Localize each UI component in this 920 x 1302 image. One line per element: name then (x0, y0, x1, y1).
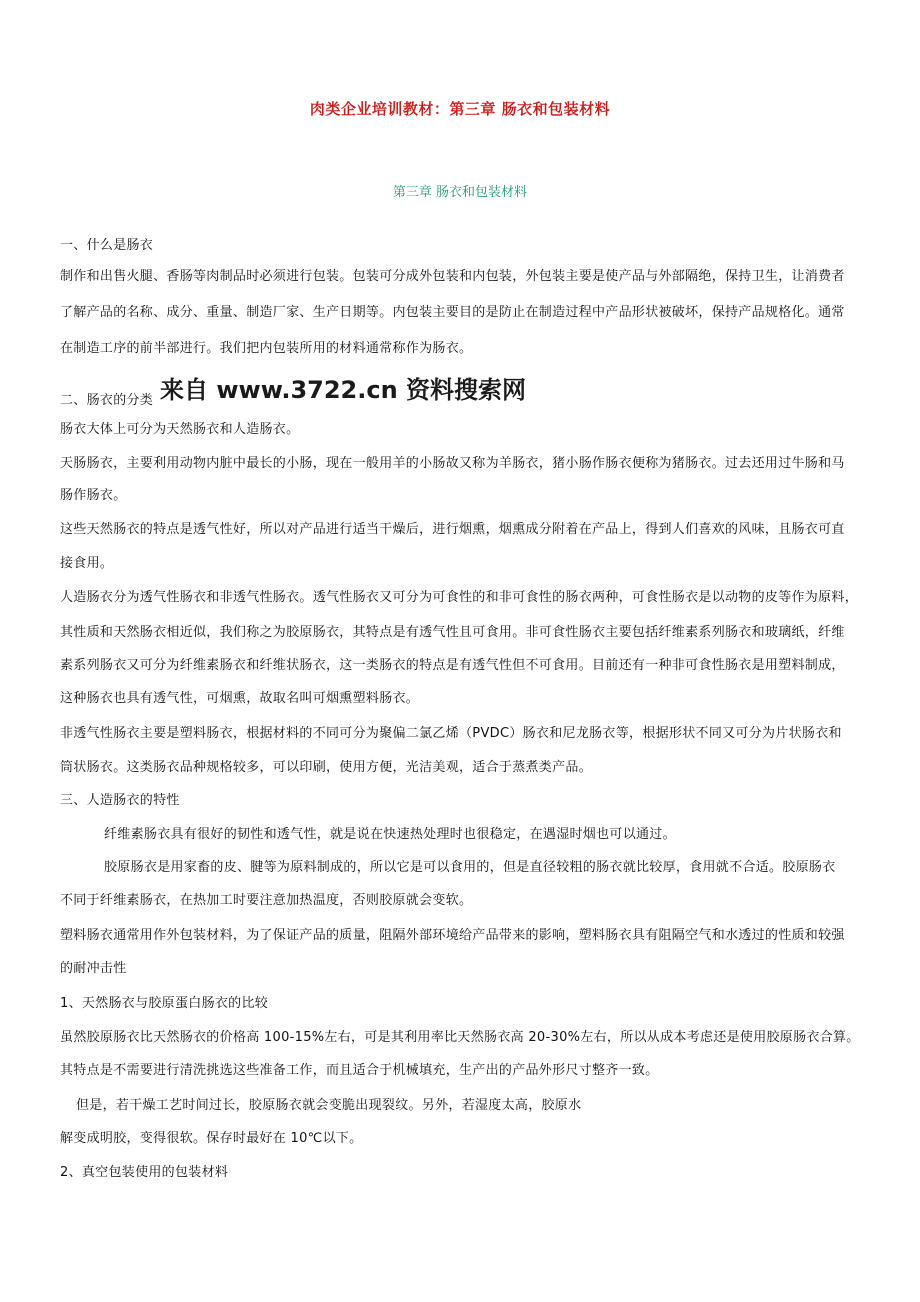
watermark-logo: 来自 www.3722.cn 资料搜索网 (160, 376, 527, 404)
paragraph-line: 了解产品的名称、成分、重量、制造厂家、生产日期等。内包装主要目的是防止在制造过程中产品形状被破坏，保持产品规格化。通常 (60, 305, 845, 320)
paragraph-line: 筒状肠衣。这类肠衣品种规格较多，可以印刷，使用方便，光洁美观，适合于蒸煮类产品。 (60, 760, 593, 775)
paragraph-line: 在制造工序的前半部进行。我们把内包装所用的材料通常称作为肠衣。 (60, 341, 473, 356)
section-heading-3: 三、人造肠衣的特性 (60, 793, 180, 808)
paragraph-line: 不同于纤维素肠衣，在热加工时要注意加热温度，否则胶原就会变软。 (60, 893, 473, 908)
paragraph-line: 胶原肠衣是用家畜的皮、腱等为原料制成的，所以它是可以食用的，但是直径较粗的肠衣就比较厚，食用就不合适。胶原肠衣 (104, 860, 836, 875)
paragraph-line: 的耐冲击性 (60, 961, 127, 976)
paragraph-line: 纤维素肠衣具有很好的韧性和透气性，就是说在快速热处理时也很稳定，在遇湿时烟也可以通过。 (104, 827, 676, 842)
paragraph-line: 塑料肠衣通常用作外包装材料，为了保证产品的质量，阻隔外部环境给产品带来的影响，塑料肠衣具有阻隔空气和水透过的性质和较强 (60, 928, 845, 943)
paragraph-line: 其特点是不需要进行清洗挑选这些准备工作，而且适合于机械填充，生产出的产品外形尺寸整齐一致。 (60, 1063, 659, 1078)
section-heading-2: 二、肠衣的分类 (60, 393, 154, 408)
paragraph-line: 人造肠衣分为透气性肠衣和非透气性肠衣。透气性肠衣又可分为可食性的和非可食性的肠衣两种，可食性肠衣是以动物的皮等作为原料， (60, 590, 859, 605)
paragraph-line: 肠作肠衣。 (60, 488, 127, 503)
paragraph-line: 但是，若干燥工艺时间过长，胶原肠衣就会变脆出现裂纹。另外，若湿度太高，胶原水 (76, 1098, 582, 1113)
paragraph-line: 天肠肠衣，主要利用动物内脏中最长的小肠，现在一般用羊的小肠故又称为羊肠衣，猪小肠作肠衣便称为猪肠衣。过去还用过牛肠和马 (60, 456, 845, 471)
paragraph-line: 这些天然肠衣的特点是透气性好，所以对产品进行适当干燥后，进行烟熏，烟熏成分附着在产品上，得到人们喜欢的风味，且肠衣可直 (60, 522, 845, 537)
paragraph-line: 解变成明胶，变得很软。保存时最好在 10℃以下。 (60, 1131, 363, 1146)
paragraph-line: 肠衣大体上可分为天然肠衣和人造肠衣。 (60, 422, 300, 437)
document-title: 肉类企业培训教材：第三章 肠衣和包装材料 (309, 100, 611, 118)
chapter-subtitle: 第三章 肠衣和包装材料 (392, 185, 528, 200)
subsection-heading-1: 1、天然肠衣与胶原蛋白肠衣的比较 (60, 996, 269, 1011)
paragraph-line: 其性质和天然肠衣相近似，我们称之为胶原肠衣，其特点是有透气性且可食用。非可食性肠衣主要包括纤维素系列肠衣和玻璃纸，纤维 (60, 625, 845, 640)
section-heading-1: 一、什么是肠衣 (60, 238, 154, 253)
paragraph-line: 接食用。 (60, 556, 114, 571)
paragraph-line: 虽然胶原肠衣比天然肠衣的价格高 100-15%左右，可是其利用率比天然肠衣高 20-30%左右，所以从成本考虑还是使用胶原肠衣合算。 (60, 1030, 860, 1045)
paragraph-line: 这种肠衣也具有透气性，可烟熏，故取名叫可烟熏塑料肠衣。 (60, 691, 420, 706)
subsection-heading-2: 2、真空包装使用的包装材料 (60, 1165, 229, 1180)
paragraph-line: 素系列肠衣又可分为纤维素肠衣和纤维状肠衣，这一类肠衣的特点是有透气性但不可食用。目前还有一种非可食性肠衣是用塑料制成， (60, 658, 845, 673)
paragraph-line: 制作和出售火腿、香肠等肉制品时必须进行包装。包装可分成外包装和内包装，外包装主要是使产品与外部隔绝，保持卫生，让消费者 (60, 269, 845, 284)
paragraph-line: 非透气性肠衣主要是塑料肠衣，根据材料的不同可分为聚偏二氯乙烯（PVDC）肠衣和尼龙肠衣等，根据形状不同又可分为片状肠衣和 (60, 726, 842, 741)
